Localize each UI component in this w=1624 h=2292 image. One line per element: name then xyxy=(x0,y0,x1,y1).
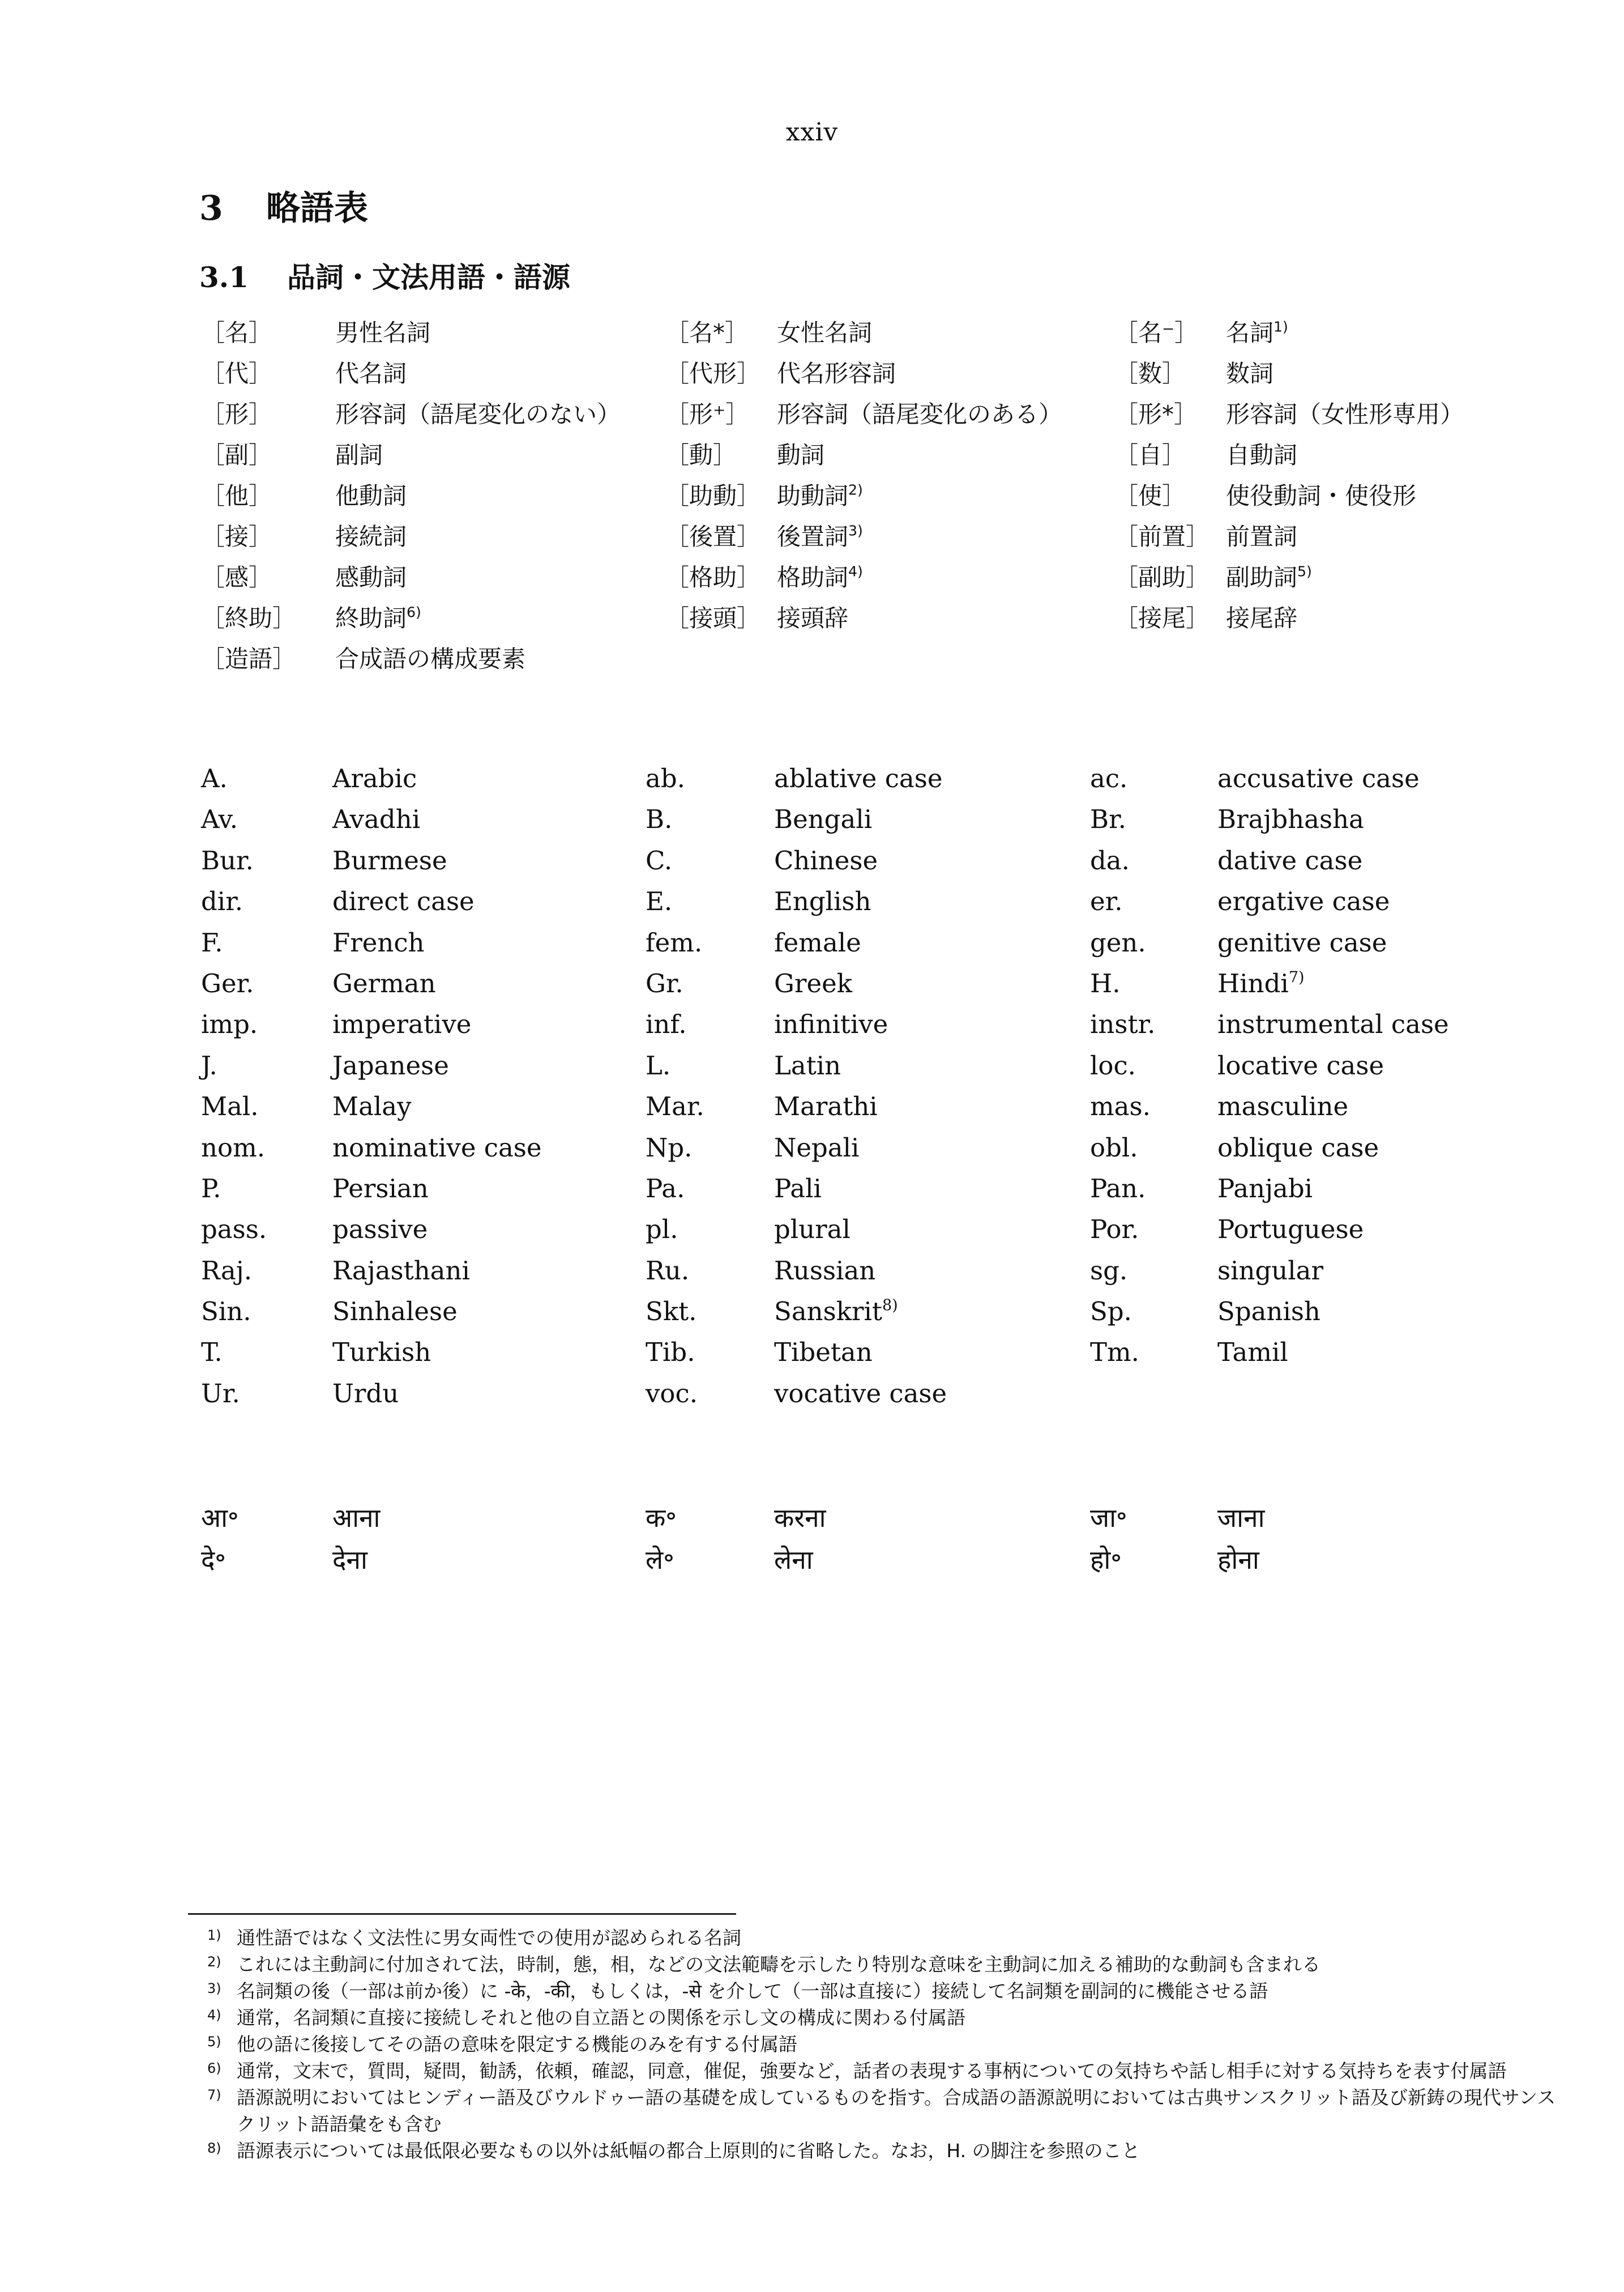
abbreviation: ［副］ xyxy=(201,441,273,469)
meaning-text: 名詞 xyxy=(1226,319,1274,347)
abbreviation-meaning xyxy=(332,846,447,876)
abbreviation-meaning xyxy=(335,437,383,471)
abbreviation: H. xyxy=(1090,968,1121,998)
abbreviation: Np. xyxy=(646,1132,693,1163)
abbreviation-meaning xyxy=(777,314,872,348)
abbreviation: ［代形］ xyxy=(665,360,761,387)
abbreviation: ［後置］ xyxy=(665,523,761,550)
footnote-marker: 1) xyxy=(207,1927,221,1943)
meaning-text: जाना xyxy=(1217,1503,1265,1533)
meaning-text: Greek xyxy=(774,968,852,998)
abbreviation-meaning xyxy=(335,314,430,348)
meaning-text: 接頭辞 xyxy=(777,604,849,632)
abbreviation-meaning xyxy=(332,763,417,793)
abbreviation-meaning xyxy=(1217,1296,1320,1326)
abbreviation-meaning xyxy=(1217,1091,1348,1121)
footnote xyxy=(199,2031,1570,2058)
meaning-text: 数詞 xyxy=(1226,360,1274,387)
abbreviation-meaning xyxy=(335,559,407,593)
footnote-text: 語源説明においてはヒンディー語及びウルドゥー語の基礎を成しているものを指す。合成語の語源説明においては古典サンスクリット語及び新鋳の現代サンスクリット語語彙をも含む xyxy=(237,2086,1556,2135)
abbreviation: क॰ xyxy=(646,1503,677,1533)
abbreviation: ले॰ xyxy=(646,1544,674,1575)
abbreviation-meaning xyxy=(1226,437,1297,471)
abbreviation-meaning xyxy=(332,1051,449,1081)
abbreviation: ［副助］ xyxy=(1114,564,1210,591)
footnote-marker: 8) xyxy=(207,2140,221,2156)
abbreviation-meaning xyxy=(335,477,407,511)
abbreviation-meaning xyxy=(1217,763,1420,793)
abbreviation-meaning xyxy=(1226,600,1297,634)
meaning-text: Arabic xyxy=(332,763,417,793)
abbreviation: ［前置］ xyxy=(1114,523,1210,550)
abbreviation: Pan. xyxy=(1090,1173,1146,1203)
abbreviation-meaning xyxy=(774,1378,947,1409)
meaning-text: 自動詞 xyxy=(1226,441,1298,469)
footnote-marker: 4) xyxy=(207,2007,221,2023)
abbreviation: ［造語］ xyxy=(201,645,297,673)
abbreviation: obl. xyxy=(1090,1132,1138,1163)
abbreviation-meaning xyxy=(332,1091,412,1121)
abbreviation-meaning xyxy=(1217,1500,1265,1535)
abbreviation-meaning xyxy=(777,600,848,634)
footnote-text: 通性語ではなく文法性に男女両性での使用が認められる名詞 xyxy=(237,1927,741,1949)
abbreviation: er. xyxy=(1090,886,1123,917)
footnote-text: 語源表示については最低限必要なもの以外は紙幅の都合上原則的に省略した。なお，H. の脚注を参照のこと xyxy=(237,2140,1140,2162)
abbreviation: dir. xyxy=(201,886,243,917)
abbreviation: fem. xyxy=(646,927,703,958)
abbreviation: ［自］ xyxy=(1114,441,1186,469)
meaning-text: 動詞 xyxy=(777,441,825,469)
meaning-text: Pali xyxy=(774,1173,822,1203)
meaning-text: 合成語の構成要素 xyxy=(335,645,526,673)
footnote xyxy=(199,2137,1570,2164)
abbreviation-meaning xyxy=(774,846,878,876)
abbreviation-meaning xyxy=(332,1542,367,1577)
abbreviation: ［接頭］ xyxy=(665,604,761,632)
footnote-reference: 6) xyxy=(407,604,421,621)
abbreviation: ［助動］ xyxy=(665,482,761,510)
abbreviation-meaning xyxy=(332,1378,399,1409)
abbreviation-meaning xyxy=(774,804,872,834)
abbreviation: instr. xyxy=(1090,1009,1156,1040)
abbreviation-meaning xyxy=(774,1296,898,1326)
meaning-text: 助動詞 xyxy=(777,482,849,510)
abbreviation-meaning xyxy=(332,1009,471,1039)
abbreviation: ［感］ xyxy=(201,564,273,591)
abbreviation: nom. xyxy=(201,1132,266,1163)
meaning-text: Sinhalese xyxy=(332,1296,458,1327)
meaning-text: Burmese xyxy=(332,845,447,876)
abbreviation: Sin. xyxy=(201,1296,251,1327)
meaning-text: 副詞 xyxy=(335,441,383,469)
abbreviation-meaning xyxy=(1217,968,1305,998)
meaning-text: 後置詞 xyxy=(777,523,849,550)
abbreviation-meaning xyxy=(332,1173,429,1203)
meaning-text: locative case xyxy=(1217,1050,1384,1081)
meaning-text: 男性名詞 xyxy=(335,319,431,347)
abbreviation-meaning xyxy=(1226,477,1416,511)
meaning-text: Portuguese xyxy=(1217,1214,1364,1245)
abbreviation: Mar. xyxy=(646,1091,704,1122)
abbreviation-meaning xyxy=(335,641,525,675)
abbreviation: Skt. xyxy=(646,1296,697,1327)
abbreviation: Tm. xyxy=(1090,1337,1139,1368)
meaning-text: ablative case xyxy=(774,763,943,793)
abbreviation-meaning xyxy=(332,1214,428,1244)
abbreviation-meaning xyxy=(774,1337,873,1367)
footnote-reference: 8) xyxy=(882,1296,898,1314)
subsection-heading xyxy=(199,255,570,296)
meaning-text: dative case xyxy=(1217,845,1363,876)
footnote xyxy=(199,1978,1570,2004)
meaning-text: Russian xyxy=(774,1255,876,1286)
section-number: 3 xyxy=(199,189,223,228)
abbreviation-meaning xyxy=(774,1051,841,1081)
abbreviation-meaning xyxy=(332,1133,542,1163)
subsection-number: 3.1 xyxy=(199,261,249,294)
abbreviation: P. xyxy=(201,1173,221,1203)
abbreviation-meaning xyxy=(332,886,475,916)
meaning-text: masculine xyxy=(1217,1091,1349,1122)
meaning-text: होना xyxy=(1217,1544,1259,1575)
meaning-text: 前置詞 xyxy=(1226,523,1298,550)
meaning-text: Tamil xyxy=(1217,1337,1288,1368)
meaning-text: आना xyxy=(332,1503,381,1533)
abbreviation: ［形*］ xyxy=(1114,400,1198,428)
abbreviation-meaning xyxy=(774,968,852,998)
abbreviation-meaning xyxy=(1217,1133,1379,1163)
abbreviation-meaning xyxy=(335,600,421,634)
meaning-text: direct case xyxy=(332,886,475,917)
abbreviation-meaning xyxy=(1226,314,1288,348)
abbreviation-meaning xyxy=(1217,928,1387,958)
meaning-text: 副助詞 xyxy=(1226,564,1298,591)
abbreviation: Ur. xyxy=(201,1378,240,1409)
abbreviation-meaning xyxy=(1226,355,1273,389)
abbreviation: ［数］ xyxy=(1114,360,1186,387)
abbreviation-meaning xyxy=(1217,1051,1384,1081)
abbreviation-meaning xyxy=(1217,1256,1323,1286)
abbreviation: imp. xyxy=(201,1009,258,1040)
abbreviation: ［他］ xyxy=(201,482,273,510)
meaning-text: French xyxy=(332,927,425,958)
footnote-reference: 4) xyxy=(848,563,863,580)
abbreviation-meaning xyxy=(777,355,896,389)
abbreviation: जा॰ xyxy=(1090,1503,1127,1533)
abbreviation-meaning xyxy=(332,968,436,998)
abbreviation-meaning xyxy=(774,1214,851,1244)
meaning-text: 使役動詞・使役形 xyxy=(1226,482,1417,510)
meaning-text: Nepali xyxy=(774,1132,860,1163)
meaning-text: लेना xyxy=(774,1544,813,1575)
section-title: 略語表 xyxy=(266,189,368,228)
abbreviation: Raj. xyxy=(201,1255,252,1286)
abbreviation-meaning xyxy=(774,1091,878,1121)
footnote-reference: 5) xyxy=(1297,563,1312,580)
abbreviation: ac. xyxy=(1090,763,1128,793)
footnote-marker: 5) xyxy=(207,2034,221,2050)
meaning-text: 接尾辞 xyxy=(1226,604,1298,632)
footnote-marker: 6) xyxy=(207,2060,221,2076)
abbreviation: ［格助］ xyxy=(665,564,761,591)
footnote xyxy=(199,2004,1570,2031)
footnote-text: これには主動詞に付加されて法，時制，態，相，などの文法範疇を示したり特別な意味を主動詞に加える補助的な動詞も含まれる xyxy=(237,1953,1320,1975)
abbreviation: E. xyxy=(646,886,673,917)
abbreviation: L. xyxy=(646,1050,671,1081)
abbreviation: Mal. xyxy=(201,1091,259,1122)
meaning-text: Japanese xyxy=(332,1050,449,1081)
abbreviation-meaning xyxy=(1217,1542,1259,1577)
meaning-text: 形容詞（語尾変化のない） xyxy=(335,400,621,428)
meaning-text: देना xyxy=(332,1544,367,1575)
meaning-text: plural xyxy=(774,1214,851,1245)
abbreviation: Br. xyxy=(1090,804,1126,835)
meaning-text: Sanskrit xyxy=(774,1296,882,1327)
meaning-text: 他動詞 xyxy=(335,482,407,510)
subsection-title: 品詞・文法用語・語源 xyxy=(287,261,570,294)
footnote-text: 他の語に後接してその語の意味を限定する機能のみを有する付属語 xyxy=(237,2033,797,2055)
abbreviation-meaning xyxy=(777,477,863,511)
abbreviation: ［名*］ xyxy=(665,319,749,347)
meaning-text: 接続詞 xyxy=(335,523,407,550)
abbreviation: Bur. xyxy=(201,845,254,876)
abbreviation-meaning xyxy=(774,1542,813,1577)
abbreviation-meaning xyxy=(774,1500,826,1535)
meaning-text: female xyxy=(774,927,861,958)
abbreviation: ［接尾］ xyxy=(1114,604,1210,632)
abbreviation-meaning xyxy=(332,1500,380,1535)
meaning-text: Bengali xyxy=(774,804,873,835)
meaning-text: Spanish xyxy=(1217,1296,1320,1327)
meaning-text: accusative case xyxy=(1217,763,1420,793)
abbreviation: Por. xyxy=(1090,1214,1139,1245)
footnote-marker: 3) xyxy=(207,1981,221,1996)
abbreviation: ［動］ xyxy=(665,441,737,469)
abbreviation: Sp. xyxy=(1090,1296,1132,1327)
meaning-text: Rajasthani xyxy=(332,1255,470,1286)
meaning-text: Latin xyxy=(774,1050,841,1081)
meaning-text: Marathi xyxy=(774,1091,878,1122)
abbreviation: J. xyxy=(201,1050,217,1081)
section-heading xyxy=(199,181,368,230)
abbreviation-meaning xyxy=(1217,1173,1313,1203)
abbreviation-meaning xyxy=(774,886,871,916)
abbreviation-meaning xyxy=(1217,804,1364,834)
abbreviation: Av. xyxy=(201,804,238,835)
meaning-text: Turkish xyxy=(332,1337,431,1368)
meaning-text: 感動詞 xyxy=(335,564,407,591)
meaning-text: Tibetan xyxy=(774,1337,873,1368)
abbreviation: A. xyxy=(201,763,228,793)
footnote-text: 通常，文末で，質問，疑問，勧誘，依頼，確認，同意，催促，強要など，話者の表現する事柄についての気持ちや話し相手に対する気持ちを表す付属語 xyxy=(237,2060,1507,2082)
abbreviation: T. xyxy=(201,1337,223,1368)
abbreviation-meaning xyxy=(1217,846,1362,876)
abbreviation: ［終助］ xyxy=(201,604,297,632)
footnote-marker: 2) xyxy=(207,1954,221,1970)
meaning-text: vocative case xyxy=(774,1378,947,1409)
abbreviation-meaning xyxy=(332,1337,431,1367)
abbreviation-meaning xyxy=(335,355,407,389)
meaning-text: 代名詞 xyxy=(335,360,407,387)
meaning-text: nominative case xyxy=(332,1132,542,1163)
meaning-text: instrumental case xyxy=(1217,1009,1449,1040)
abbreviation-meaning xyxy=(774,763,942,793)
meaning-text: Chinese xyxy=(774,845,878,876)
abbreviation: pl. xyxy=(646,1214,678,1245)
abbreviation: ［形］ xyxy=(201,400,273,428)
page-number: xxiv xyxy=(785,118,839,147)
abbreviation: ［代］ xyxy=(201,360,273,387)
abbreviation: ［使］ xyxy=(1114,482,1186,510)
meaning-text: Avadhi xyxy=(332,804,421,835)
meaning-text: infinitive xyxy=(774,1009,888,1040)
abbreviation: आ॰ xyxy=(201,1503,239,1533)
meaning-text: Hindi xyxy=(1217,968,1289,998)
abbreviation-meaning xyxy=(774,1009,888,1039)
footnote-rule xyxy=(188,1913,736,1915)
abbreviation-meaning xyxy=(777,396,1062,430)
footnotes xyxy=(199,1924,1570,2164)
abbreviation-meaning xyxy=(332,1296,458,1326)
abbreviation-meaning xyxy=(335,518,407,552)
meaning-text: करना xyxy=(774,1503,826,1533)
abbreviation: F. xyxy=(201,927,223,958)
meaning-text: 女性名詞 xyxy=(777,319,873,347)
footnote xyxy=(199,2084,1570,2137)
meaning-text: English xyxy=(774,886,871,917)
abbreviation-meaning xyxy=(1217,1214,1364,1244)
abbreviation: Pa. xyxy=(646,1173,685,1203)
footnote-text: 通常，名詞類に直接に接続しそれと他の自立語との関係を示し文の構成に関わる付属語 xyxy=(237,2007,965,2029)
footnote-reference: 2) xyxy=(848,481,863,498)
meaning-text: German xyxy=(332,968,436,998)
abbreviation: ［形⁺］ xyxy=(665,400,750,428)
abbreviation: B. xyxy=(646,804,673,835)
meaning-text: Urdu xyxy=(332,1378,399,1409)
abbreviation-meaning xyxy=(777,518,863,552)
abbreviation-meaning xyxy=(332,1256,470,1286)
abbreviation: da. xyxy=(1090,845,1130,876)
meaning-text: Malay xyxy=(332,1091,412,1122)
footnote-reference: 3) xyxy=(848,522,863,539)
abbreviation: हो॰ xyxy=(1090,1544,1122,1575)
abbreviation-meaning xyxy=(774,1133,859,1163)
abbreviation: voc. xyxy=(646,1378,698,1409)
abbreviation: दे॰ xyxy=(201,1544,226,1575)
abbreviation: inf. xyxy=(646,1009,687,1040)
meaning-text: 形容詞（語尾変化のある） xyxy=(777,400,1063,428)
abbreviation-meaning xyxy=(1226,559,1312,593)
meaning-text: Brajbhasha xyxy=(1217,804,1364,835)
meaning-text: 終助詞 xyxy=(335,604,407,632)
meaning-text: passive xyxy=(332,1214,428,1245)
abbreviation: sg. xyxy=(1090,1255,1128,1286)
abbreviation-meaning xyxy=(777,437,824,471)
abbreviation-meaning xyxy=(774,1173,822,1203)
footnote xyxy=(199,1951,1570,1978)
abbreviation-meaning xyxy=(774,928,861,958)
abbreviation-meaning xyxy=(777,559,863,593)
abbreviation-meaning xyxy=(332,804,420,834)
abbreviation: pass. xyxy=(201,1214,267,1245)
abbreviation: mas. xyxy=(1090,1091,1151,1122)
meaning-text: genitive case xyxy=(1217,927,1387,958)
abbreviation: Ru. xyxy=(646,1255,690,1286)
abbreviation-meaning xyxy=(1217,1337,1288,1367)
abbreviation: gen. xyxy=(1090,927,1146,958)
meaning-text: 形容詞（女性形専用） xyxy=(1226,400,1464,428)
abbreviation: ［名］ xyxy=(201,319,273,347)
meaning-text: 代名形容詞 xyxy=(777,360,896,387)
meaning-text: oblique case xyxy=(1217,1132,1379,1163)
abbreviation-meaning xyxy=(1217,1009,1449,1039)
meaning-text: imperative xyxy=(332,1009,472,1040)
abbreviation: Tib. xyxy=(646,1337,695,1368)
footnote-text: 名詞類の後（一部は前か後）に -के，-की，もしくは，-से を介して（一部は直接に）接続して名詞類を副詞的に機能させる語 xyxy=(237,1980,1268,2002)
abbreviation-meaning xyxy=(335,396,621,430)
abbreviation-meaning xyxy=(774,1256,875,1286)
abbreviation: Ger. xyxy=(201,968,254,998)
abbreviation: ab. xyxy=(646,763,685,793)
abbreviation-meaning xyxy=(1217,886,1390,916)
abbreviation: loc. xyxy=(1090,1050,1136,1081)
footnote-reference: 7) xyxy=(1288,968,1305,987)
abbreviation: ［名⁻］ xyxy=(1114,319,1199,347)
meaning-text: 格助詞 xyxy=(777,564,849,591)
meaning-text: Panjabi xyxy=(1217,1173,1313,1203)
abbreviation-meaning xyxy=(332,928,425,958)
footnote xyxy=(199,1924,1570,1951)
abbreviation: ［接］ xyxy=(201,523,273,550)
abbreviation-meaning xyxy=(1226,518,1297,552)
abbreviation: Gr. xyxy=(646,968,683,998)
meaning-text: Persian xyxy=(332,1173,429,1203)
meaning-text: singular xyxy=(1217,1255,1323,1286)
abbreviation-meaning xyxy=(1226,396,1464,430)
footnote-reference: 1) xyxy=(1273,318,1288,335)
footnote xyxy=(199,2058,1570,2084)
meaning-text: ergative case xyxy=(1217,886,1390,917)
footnote-marker: 7) xyxy=(207,2087,221,2103)
abbreviation: C. xyxy=(646,845,673,876)
